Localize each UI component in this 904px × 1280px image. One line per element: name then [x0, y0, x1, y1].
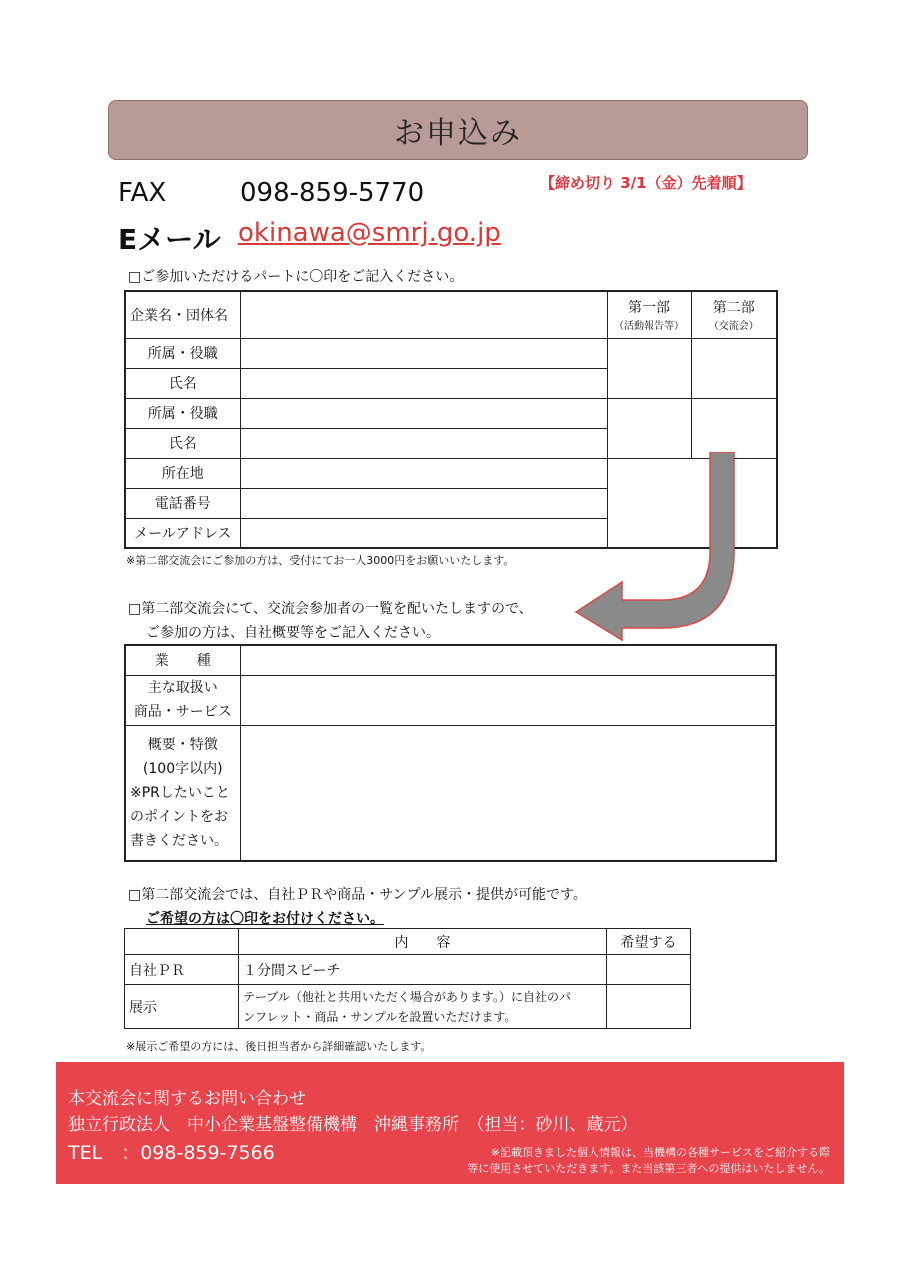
dept1-field[interactable] [240, 338, 607, 368]
name2-label: 氏名 [125, 428, 240, 458]
overview-label-1: 概要・特徴 [147, 736, 218, 753]
company-field[interactable] [240, 291, 607, 338]
part2-check-1[interactable] [691, 338, 777, 398]
section3-instruction-1: □第二部交流会では、自社ＰＲや商品・サンプル展示・提供が可能です。 [128, 887, 587, 903]
address-label: 所在地 [125, 458, 240, 488]
dept1-label: 所属・役職 [125, 338, 240, 368]
email-link[interactable]: okinawa@smrj.go.jp [238, 218, 501, 248]
part1-check-2[interactable] [607, 398, 691, 458]
name1-field[interactable] [240, 368, 607, 398]
name2-field[interactable] [240, 428, 607, 458]
dept2-field[interactable] [240, 398, 607, 428]
company-profile-table [124, 644, 777, 862]
products-label [125, 675, 240, 725]
part2-label: 第二部 [712, 300, 755, 317]
address-field[interactable] [240, 458, 607, 488]
section3-instruction-2: ご希望の方は〇印をお付けください。 [146, 911, 384, 927]
part2-sub: （交流会） [708, 321, 759, 333]
overview-label-5: 書きください。 [130, 832, 228, 849]
products-field[interactable] [240, 675, 776, 725]
content-header: 内 容 [239, 929, 607, 955]
display-content-1: テーブル（他社と共用いただく場合があります。）に自社のパ [243, 989, 571, 1004]
industry-field[interactable] [240, 645, 776, 675]
wish-header: 希望する [607, 929, 691, 955]
display-label: 展示 [125, 985, 239, 1029]
overview-field[interactable] [240, 725, 776, 861]
part1-label: 第一部 [628, 300, 670, 317]
part2-check-2[interactable] [691, 398, 777, 458]
email-field[interactable] [240, 518, 607, 548]
part2-header [691, 291, 777, 338]
phone-field[interactable] [240, 488, 607, 518]
contact-box [56, 1062, 844, 1184]
section1-footnote: ※第二部交流会にご参加の方は、受付にてお一人3000円をお願いいたします。 [126, 554, 515, 567]
part1-sub: （活動報告等） [614, 321, 684, 333]
contact-tel: TEL ：098-859-7566 [68, 1142, 275, 1164]
display-content [239, 985, 607, 1029]
section3-footnote: ※展示ご希望の方には、後日担当者から詳細確認いたします。 [126, 1040, 432, 1053]
overview-label-2: (100字以内) [142, 760, 223, 777]
exhibit-header-blank [125, 929, 239, 955]
fax-label: FAX [118, 178, 167, 208]
email-field-label: メールアドレス [125, 518, 240, 548]
pr-wish-check[interactable] [607, 955, 691, 985]
dept2-label: 所属・役職 [125, 398, 240, 428]
section2-instruction-2: ご参加の方は、自社概要等をご記入ください。 [146, 625, 440, 641]
contact-org: 独立行政法人 中小企業基盤整備機構 沖縄事務所 （担当：砂川、蔵元） [68, 1115, 638, 1135]
products-label-2: 商品・サービス [133, 704, 232, 720]
overview-label-4: のポイントをお [130, 808, 228, 825]
contact-heading: 本交流会に関するお問い合わせ [68, 1089, 306, 1109]
industry-label: 業 種 [125, 645, 240, 675]
pr-content: １分間スピーチ [239, 955, 607, 985]
display-wish-check[interactable] [607, 985, 691, 1029]
email-label: Eメール [118, 223, 221, 256]
display-content-2: ンフレット・商品・サンプルを設置いただけます。 [243, 1009, 517, 1024]
section1-instruction: □ご参加いただけるパートに〇印をご記入ください。 [128, 269, 464, 285]
privacy-note-1: ※記載頂きました個人情報は、当機構の各種サービスをご紹介する際 [490, 1146, 830, 1159]
page-title: お申込み [394, 116, 522, 151]
overview-label-3: ※PRしたいこと [130, 784, 230, 801]
curved-arrow-icon [572, 452, 748, 642]
title-banner [108, 100, 808, 160]
privacy-note-2: 等に使用させていただきます。また当該第三者への提供はいたしません。 [467, 1162, 830, 1175]
name1-label: 氏名 [125, 368, 240, 398]
company-label: 企業名・団体名 [125, 291, 240, 338]
phone-label: 電話番号 [125, 488, 240, 518]
deadline-notice: 【締め切り 3/1（金）先着順】 [540, 174, 752, 192]
exhibit-table [124, 928, 691, 1029]
products-label-1: 主な取扱い [147, 680, 218, 696]
part1-header [607, 291, 691, 338]
section2-instruction-1: □第二部交流会にて、交流会参加者の一覧を配いたしますので、 [128, 601, 533, 617]
fax-number: 098-859-5770 [240, 178, 425, 208]
pr-label: 自社ＰＲ [125, 955, 239, 985]
overview-label [125, 725, 240, 861]
part1-check-1[interactable] [607, 338, 691, 398]
